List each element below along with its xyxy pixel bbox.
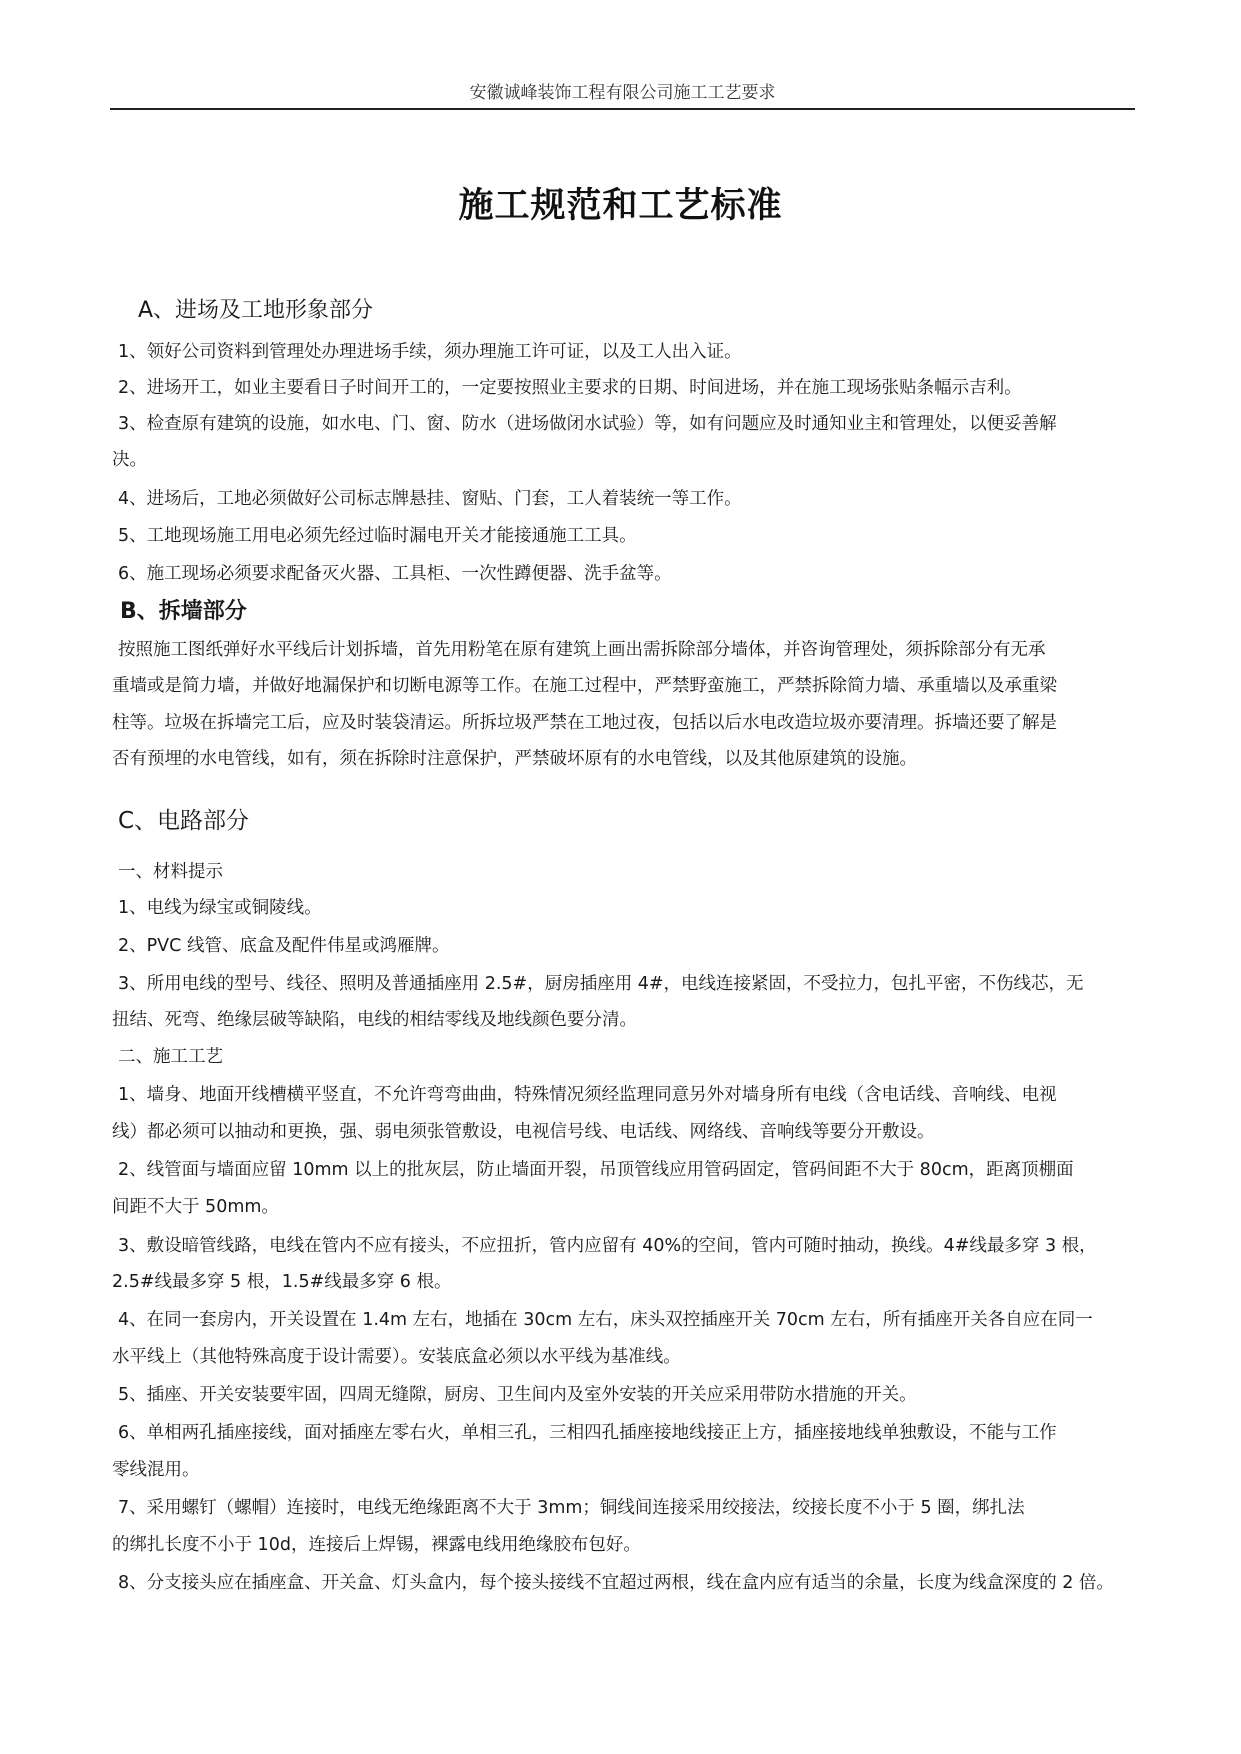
process-line: 8、分支接头应在插座盒、开关盒、灯头盒内，每个接头接线不宜超过两根，线在盒内应有适当的余量，长度为线盒深度的 2 倍。 [118, 1573, 1114, 1593]
materials-line: 2、PVC 线管、底盒及配件伟星或鸿雁牌。 [118, 936, 450, 956]
header-rule [110, 108, 1135, 110]
section-a-line: 6、施工现场必须要求配备灭火器、工具柜、一次性蹲便器、洗手盆等。 [118, 564, 672, 584]
section-a-line: 2、进场开工，如业主要看日子时间开工的，一定要按照业主要求的日期、时间进场，并在施工现场张贴条幅示吉利。 [118, 378, 1022, 398]
section-b-line: 否有预埋的水电管线，如有，须在拆除时注意保护，严禁破坏原有的水电管线，以及其他原建筑的设施。 [112, 749, 917, 769]
process-line: 线）都必须可以抽动和更换，强、弱电须张管敷设，电视信号线、电话线、网络线、音响线等要分开敷设。 [112, 1122, 935, 1142]
materials-line: 3、所用电线的型号、线径、照明及普通插座用 2.5#，厨房插座用 4#，电线连接紧固，不受拉力，包扎平密，不伤线芯，无 [118, 974, 1084, 994]
process-line: 2.5#线最多穿 5 根，1.5#线最多穿 6 根。 [112, 1272, 452, 1292]
process-line: 间距不大于 50mm。 [112, 1197, 279, 1217]
process-line: 6、单相两孔插座接线，面对插座左零右火，单相三孔，三相四孔插座接地线接正上方，插座接地线单独敷设，不能与工作 [118, 1423, 1057, 1443]
process-line: 2、线管面与墙面应留 10mm 以上的批灰层，防止墙面开裂，吊顶管线应用管码固定，管码间距不大于 80cm，距离顶棚面 [118, 1160, 1074, 1180]
section-b-line: 重墙或是简力墙，并做好地漏保护和切断电源等工作。在施工过程中，严禁野蛮施工，严禁拆除简力墙、承重墙以及承重梁 [112, 676, 1057, 696]
process-line: 7、采用螺钉（螺帽）连接时，电线无绝缘距离不大于 3mm；铜线间连接采用绞接法，绞接长度不小于 5 圈，绑扎法 [118, 1498, 1025, 1518]
process-line: 5、插座、开关安装要牢固，四周无缝隙，厨房、卫生间内及室外安装的开关应采用带防水措施的开关。 [118, 1385, 917, 1405]
section-b-line: 按照施工图纸弹好水平线后计划拆墙，首先用粉笔在原有建筑上画出需拆除部分墙体，并咨询管理处，须拆除部分有无承 [118, 640, 1046, 660]
section-a-line: 5、工地现场施工用电必须先经过临时漏电开关才能接通施工工具。 [118, 526, 637, 546]
section-a-line: 3、检查原有建筑的设施，如水电、门、窗、防水（进场做闭水试验）等，如有问题应及时通知业主和管理处，以便妥善解 [118, 414, 1057, 434]
section-b-line: 柱等。垃圾在拆墙完工后，应及时装袋清运。所拆垃圾严禁在工地过夜，包括以后水电改造垃圾亦要清理。拆墙还要了解是 [112, 713, 1057, 733]
process-line: 3、敷设暗管线路，电线在管内不应有接头，不应扭折，管内应留有 40%的空间，管内可随时抽动，换线。4#线最多穿 3 根， [118, 1236, 1097, 1256]
section-a-line: 1、领好公司资料到管理处办理进场手续，须办理施工许可证，以及工人出入证。 [118, 342, 742, 362]
section-c-heading: C、电路部分 [118, 808, 250, 834]
section-a-line: 4、进场后，工地必须做好公司标志牌悬挂、窗贴、门套，工人着装统一等工作。 [118, 489, 742, 509]
materials-heading: 一、材料提示 [118, 862, 223, 882]
section-b-heading: B、拆墙部分 [120, 599, 247, 624]
process-line: 的绑扎长度不小于 10d，连接后上焊锡，裸露电线用绝缘胶布包好。 [112, 1535, 641, 1555]
document-title: 施工规范和工艺标准 [458, 186, 783, 226]
section-a-line: 决。 [112, 450, 147, 470]
materials-line: 1、电线为绿宝或铜陵线。 [118, 898, 322, 918]
process-heading: 二、施工工艺 [118, 1047, 223, 1067]
process-line: 水平线上（其他特殊高度于设计需要）。安装底盒必须以水平线为基准线。 [112, 1347, 681, 1367]
process-line: 1、墙身、地面开线槽横平竖直，不允许弯弯曲曲，特殊情况须经监理同意另外对墙身所有电线（含电话线、音响线、电视 [118, 1085, 1057, 1105]
running-header: 安徽诚峰装饰工程有限公司施工工艺要求 [469, 83, 776, 103]
materials-line: 扭结、死弯、绝缘层破等缺陷，电线的相结零线及地线颜色要分清。 [112, 1010, 637, 1030]
section-a-heading: A、进场及工地形象部分 [138, 298, 374, 323]
process-line: 零线混用。 [112, 1460, 200, 1480]
process-line: 4、在同一套房内，开关设置在 1.4m 左右，地插在 30cm 左右，床头双控插座开关 70cm 左右，所有插座开关各自应在同一 [118, 1310, 1093, 1330]
